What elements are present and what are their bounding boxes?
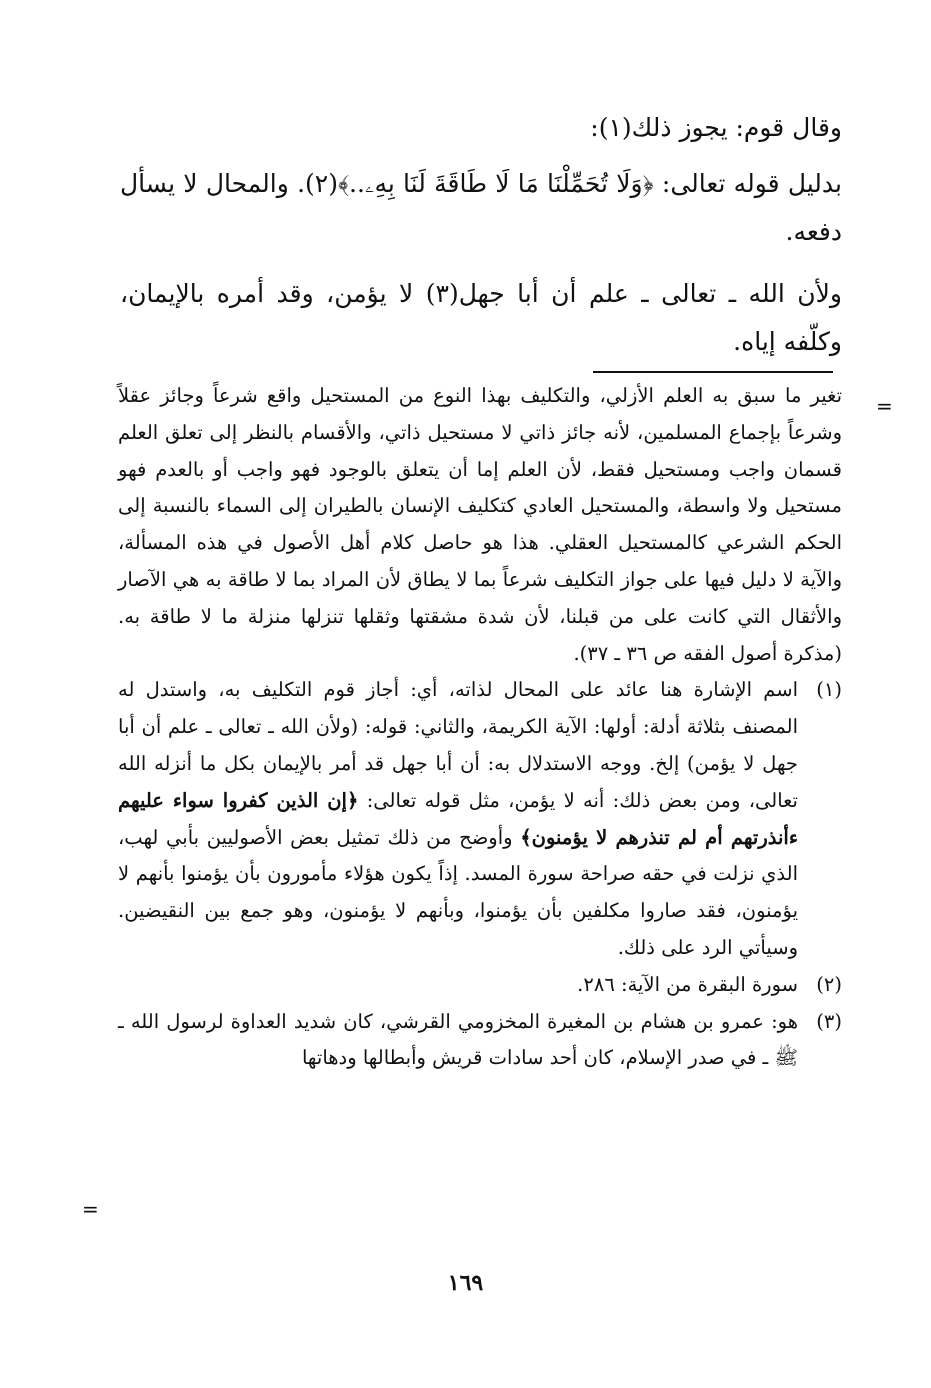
main-paragraph-3 [120,270,842,366]
footnotes-section [118,378,842,1077]
footnote-number: (١) [816,678,842,702]
footnote-text: هو: عمرو بن هشام بن المغيرة المخزومي القرشي، كان شديد العداوة لرسول الله ـ ﷺ ـ في صدر الإسلام، كان أحد سادات قريش وأبطالها ودهاتها [118,1009,798,1070]
footnote-separator [593,371,833,373]
footnote-continuation: تغير ما سبق به العلم الأزلي، والتكليف بهذا النوع من المستحيل واقع شرعاً وجائز عقلاً وشرعاً بإجماع المسلمين، لأنه جائز ذاتي لا مستحيل ذاتي، والأقسام بالنظر إلى تعلق العلم قسمان واجب ومستحيل فقط، لأن العلم إما أن يتعلق بالوجود فهو واجب أو بالعدم فهو مستحيل ولا واسطة، والمستحيل العادي كتكليف الإنسان بالطيران إلى السماء بالنسبة إلى الحكم الشرعي كالمستحيل العقلي. هذا هو حاصل كلام أهل الأصول في هذه المسألة، والآية لا دليل فيها على جواز التكليف شرعاً بما لا يطاق لأن المراد بما لا طاقة به هي الآصار والأثقال التي كانت على من قبلنا، لأن شدة مشقتها وثقلها تنزلها منزلة ما لا طاقة به. (مذكرة أصول الفقه ص ٣٦ ـ ٣٧). [118,384,842,665]
footnote-number: (٣) [816,1009,842,1033]
main-text-line: بدليل قوله تعالى: ﴿وَلَا تُحَمِّلْنَا مَا لَا طَاقَةَ لَنَا بِهِۦ..﴾(٢). والمحال لا يسأل دفعه. [120,169,842,246]
main-text-line: ولأن الله ـ تعالى ـ علم أن أبا جهل(٣) لا يؤمن، وقد أمره بالإيمان، وكلّفه إياه. [120,279,842,356]
main-paragraph-2 [120,160,842,256]
continuation-mark-top: = [876,394,893,418]
footnote-2 [118,967,842,1004]
main-paragraph-1 [120,104,842,152]
footnote-text: اسم الإشارة هنا عائد على المحال لذاته، أي: أجاز قوم التكليف به، واستدل له المصنف بثلاثة أدلة: أولها: الآية الكريمة، والثاني: قوله: (ولأن الله ـ تعالى ـ علم أن أبا جهل لا يؤمن) إلخ. ووجه الاستدلال به: أن أبا جهل قد أمر بالإيمان بكل ما أنزله الله تعالى، ومن بعض ذلك: أنه لا يؤمن، مثل قوله تعالى: [118,678,798,812]
continuation-mark-bottom: = [82,1197,99,1221]
main-text-line: وقال قوم: يجوز ذلك(١): [590,113,842,142]
quran-verse: ﴿إن الذين كفروا سواء عليهم ءأنذرتهم أم لم تنذرهم لا يؤمنون﴾ [118,788,798,849]
footnote-number: (٢) [816,972,842,996]
page-number: ١٦٩ [447,1270,484,1296]
footnote-text: وأوضح من ذلك تمثيل بعض الأصوليين بأبي لهب، الذي نزلت في حقه صراحة سورة المسد. إذاً يكون هؤلاء مأمورون بأن يؤمنوا بأنهم لا يؤمنون، فقد صاروا مكلفين بأن يؤمنوا، وبأنهم لا يؤمنون، وهو جمع بين النقيضين. وسيأتي الرد على ذلك. [118,825,798,959]
footnote-1 [118,672,842,966]
footnote-text: سورة البقرة من الآية: ٢٨٦. [577,972,798,996]
footnote-3 [118,1004,842,1078]
